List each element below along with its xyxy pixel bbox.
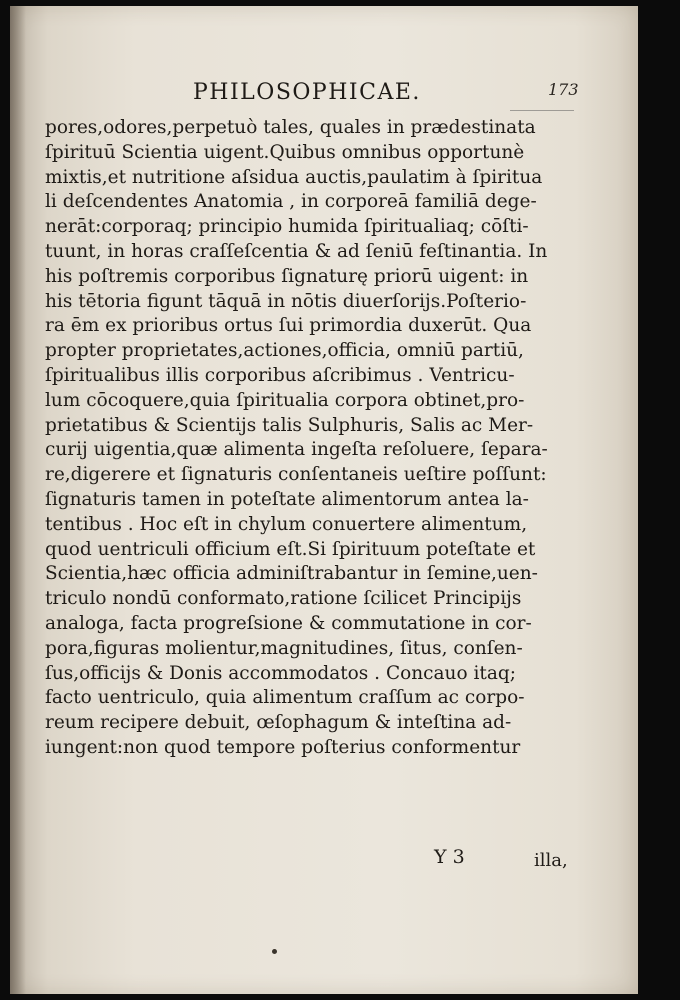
body-text xyxy=(45,116,590,761)
text-line: his poſtremis corporibus ſignaturę priorū uigent: in xyxy=(45,265,529,287)
text-line: reum recipere debuit, œſophagum & inteſtina ad- xyxy=(45,712,512,734)
text-line: pores,odores,perpetuò tales, quales in prædestinata xyxy=(45,117,536,138)
text-line: li deſcendentes Anatomia , in corporeā familiā dege- xyxy=(45,191,537,213)
catchword: illa, xyxy=(534,850,568,871)
ink-dot xyxy=(272,949,277,954)
text-line: tentibus . Hoc eſt in chylum conuertere alimentum, xyxy=(45,513,528,535)
text-line: lum cōcoquere,quia ſpiritualia corpora obtinet,pro- xyxy=(45,389,525,411)
text-line: ſignaturis tamen in poteſtate alimentorum antea la- xyxy=(45,488,529,510)
running-title: PHILOSOPHICAE. xyxy=(193,80,421,105)
text-line: iungent:non quod tempore poſterius conformentur xyxy=(45,736,521,758)
text-line: triculo nondū conformato,ratione ſcilicet Principijs xyxy=(45,588,522,610)
signature-mark: Y 3 xyxy=(434,846,465,868)
text-line: mixtis,et nutritione aſsidua auctis,paulatim à ſpiritua xyxy=(45,166,543,188)
text-line: re,digerere et ſignaturis conſentaneis ueſtire poſſunt: xyxy=(45,464,547,486)
text-line: facto uentriculo, quia alimentum craſſum ac corpo- xyxy=(45,687,525,709)
text-line: ſus,officijs & Donis accommodatos . Concauo itaq; xyxy=(45,662,516,684)
text-line: ſpirituū Scientia uigent.Quibus omnibus opportunè xyxy=(45,141,525,163)
text-line: ſpiritualibus illis corporibus aſcribimus . Ventricu- xyxy=(45,364,515,386)
text-line: analoga, facta progreſsione & commutatione in cor- xyxy=(45,612,532,634)
text-line: his tētoria figunt tāquā in nōtis diuerſorijs.Poſterio- xyxy=(45,290,527,312)
text-line: pora,figuras molientur,magnitudines, ſitus, conſen- xyxy=(45,637,523,659)
text-line: ra ēm ex prioribus ortus ſui primordia duxerūt. Qua xyxy=(45,315,532,337)
running-head xyxy=(10,80,638,110)
text-line: propter proprietates,actiones,officia, omniū partiū, xyxy=(45,340,524,362)
text-line: curij uigentia,quæ alimenta ingeſta reſoluere, ſepara- xyxy=(45,439,548,461)
page-number: 173 xyxy=(548,80,579,99)
text-line: tuunt, in horas craſſeſcentia & ad ſeniū feſtinantia. In xyxy=(45,240,548,262)
header-rule xyxy=(510,110,574,111)
text-line: Scientia,hæc officia adminiſtrabantur in ſemine,uen- xyxy=(45,563,538,585)
text-line: nerāt:corporaq; principio humida ſpiritualiaq; cōſti- xyxy=(45,216,529,238)
book-page xyxy=(10,6,638,994)
text-line: prietatibus & Scientijs talis Sulphuris, Salis ac Mer- xyxy=(45,414,534,436)
text-line: quod uentriculi officium eſt.Si ſpirituum poteſtate et xyxy=(45,538,536,560)
